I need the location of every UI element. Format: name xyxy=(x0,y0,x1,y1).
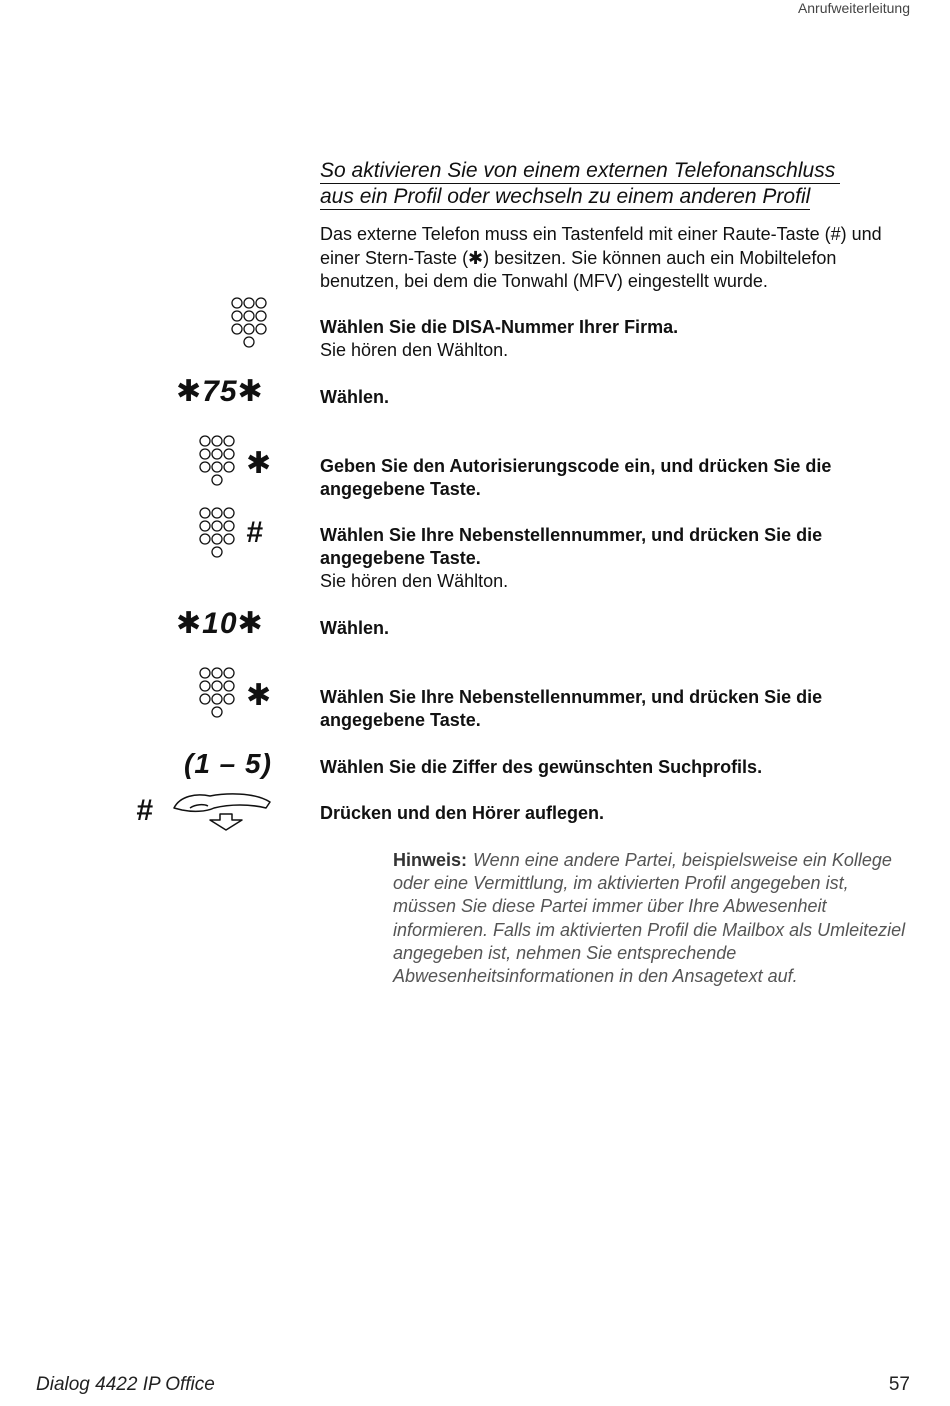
section-title xyxy=(320,158,910,210)
section-title-line-1: So aktivieren Sie von einem externen Telefonanschluss xyxy=(320,158,840,184)
running-header: Anrufweiterleitung xyxy=(797,0,910,16)
page-number: 57 xyxy=(888,1374,910,1395)
note-text: Wenn eine andere Partei, beispielsweise ein Kollege oder eine Vermittlung, im aktivierten Profil angegeben ist, müssen Sie diese Partei immer über Ihre Abwesenheit informieren. Falls im aktivierten Profil die Mailbox als Umleiteziel angegeben ist, nehmen Sie entsprechende Abwesenheitsinformationen in den Ansagetext auf. xyxy=(393,850,906,987)
step-main-text: Drücken und den Hörer auflegen. xyxy=(320,803,605,823)
star-key-icon: ✱ xyxy=(246,447,273,480)
code-symbol-75: ✱75✱ xyxy=(176,375,264,408)
hash-key-icon: # xyxy=(136,794,154,827)
step-dial-10 xyxy=(320,617,920,640)
step-main-text: Wählen Sie Ihre Nebenstellennummer, und drücken Sie die angegebene Taste. xyxy=(320,687,823,730)
keypad-icon xyxy=(198,434,240,490)
step-dial-disa xyxy=(320,316,920,362)
step-profile-digit xyxy=(320,756,920,779)
step-hang-up xyxy=(320,802,920,825)
section-title-line-2: aus ein Profil oder wechseln zu einem anderen Profil xyxy=(320,185,811,208)
step-main-text: Geben Sie den Autorisierungscode ein, und drücken Sie die angegebene Taste. xyxy=(320,456,832,499)
step-extension-number-2 xyxy=(320,686,920,732)
step-extension-number xyxy=(320,524,920,593)
keypad-icon xyxy=(198,666,240,722)
step-auth-code xyxy=(320,455,920,501)
step-sub-text: Sie hören den Wählton. xyxy=(320,571,509,591)
keypad-icon xyxy=(230,296,272,352)
step-sub-text: Sie hören den Wählton. xyxy=(320,340,509,360)
note-box xyxy=(393,849,913,988)
step-main-text: Wählen Sie Ihre Nebenstellennummer, und drücken Sie die angegebene Taste. xyxy=(320,525,823,568)
profile-digit-range: (1 – 5) xyxy=(184,748,272,779)
footer-product-name: Dialog 4422 IP Office xyxy=(36,1374,215,1395)
step-dial-75 xyxy=(320,386,920,409)
keypad-icon xyxy=(198,506,240,562)
step-main-text: Wählen Sie die DISA-Nummer Ihrer Firma. xyxy=(320,317,679,337)
hash-key-icon: # xyxy=(246,516,264,549)
step-main-text: Wählen Sie die Ziffer des gewünschten Suchprofils. xyxy=(320,757,763,777)
star-key-icon: ✱ xyxy=(246,679,273,712)
step-main-text: Wählen. xyxy=(320,618,390,638)
step-main-text: Wählen. xyxy=(320,387,390,407)
handset-hangup-icon xyxy=(170,790,276,834)
note-label: Hinweis: xyxy=(393,850,468,870)
intro-paragraph: Das externe Telefon muss ein Tastenfeld mit einer Raute-Taste (#) und einer Stern-Taste (✱) besitzen. Sie können auch ein Mobiltelefon benutzen, bei dem die Tonwahl (MFV) eingestellt wurde. xyxy=(320,224,882,291)
code-symbol-10: ✱10✱ xyxy=(176,607,264,640)
